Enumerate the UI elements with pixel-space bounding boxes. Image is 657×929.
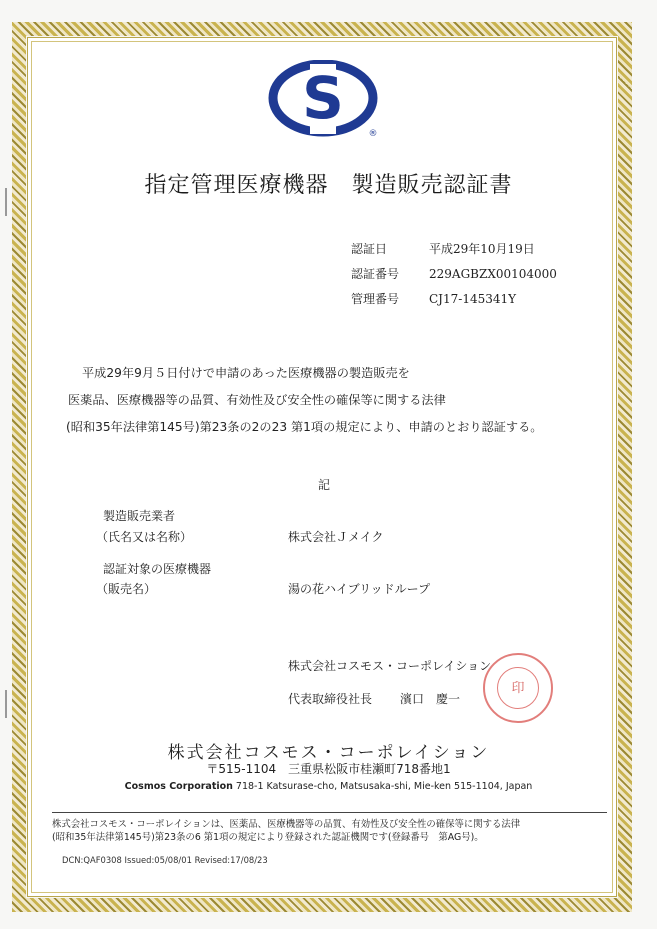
company-seal-stamp bbox=[483, 653, 553, 723]
maker-heading: 製造販売業者 bbox=[103, 509, 176, 523]
footnote-line: (昭和35年法律第145号)第23条の6 第1項の規定により登録された認証機関です(登録番号 第AG号)。 bbox=[52, 832, 484, 843]
device-heading: 認証対象の医療機器 bbox=[103, 562, 212, 576]
device-subheading: （販売名） bbox=[96, 582, 157, 596]
device-value: 湯の花ハイブリッドループ bbox=[288, 582, 431, 596]
issuer-address-en bbox=[0, 781, 657, 792]
maker-subheading: （氏名又は名称） bbox=[96, 530, 193, 544]
body-line: 平成29年9月５日付けで申請のあった医療機器の製造販売を bbox=[82, 366, 410, 380]
logo-mark: S bbox=[302, 64, 344, 132]
body-line: 医薬品、医療機器等の品質、有効性及び安全性の確保等に関する法律 bbox=[68, 393, 446, 407]
body-line: (昭和35年法律第145号)第23条の2の23 第1項の規定により、申請のとおり認証する。 bbox=[66, 420, 543, 434]
issuer-address-en-text: 718-1 Katsurase-cho, Matsusaka-shi, Mie-ken 515-1104, Japan bbox=[232, 781, 533, 792]
issuer-address-jp: 〒515-1104 三重県松阪市桂瀬町718番地1 bbox=[206, 762, 451, 776]
signatory-role: 代表取締役社長 bbox=[288, 692, 373, 706]
signatory-name: 濱口 慶一 bbox=[400, 692, 461, 706]
meta-label: 管理番号 bbox=[351, 292, 400, 306]
meta-row-control bbox=[351, 290, 516, 307]
issuer-name: 株式会社コスモス・コーポレイション bbox=[167, 743, 490, 763]
footnote-line: 株式会社コスモス・コーポレイションは、医薬品、医療機器等の品質、有効性及び安全性の確保等に関する法律 bbox=[52, 819, 521, 830]
meta-label: 認証日 bbox=[351, 242, 388, 256]
seal-char: 印 bbox=[511, 681, 525, 696]
ki-heading: 記 bbox=[318, 478, 331, 492]
meta-row-date bbox=[351, 240, 535, 257]
meta-row-number bbox=[351, 265, 557, 282]
maker-value: 株式会社Ｊメイク bbox=[288, 530, 384, 544]
footnote-divider bbox=[52, 812, 607, 813]
certificate-title: 指定管理医療機器 製造販売認証書 bbox=[144, 173, 513, 198]
meta-value: CJ17-145341Y bbox=[429, 292, 517, 306]
s-cosmos-logo-icon bbox=[266, 60, 384, 140]
document-control-number: DCN:QAF0308 Issued:05/08/01 Revised:17/08/23 bbox=[62, 855, 268, 865]
meta-value: 平成29年10月19日 bbox=[429, 242, 535, 256]
meta-label: 認証番号 bbox=[351, 267, 400, 281]
issuer-name-en: Cosmos Corporation bbox=[124, 781, 233, 792]
scan-margin-mark bbox=[5, 690, 7, 718]
meta-value: 229AGBZX00104000 bbox=[429, 267, 557, 281]
registered-mark: ® bbox=[368, 129, 378, 139]
signatory-company: 株式会社コスモス・コーポレイション bbox=[288, 659, 492, 673]
